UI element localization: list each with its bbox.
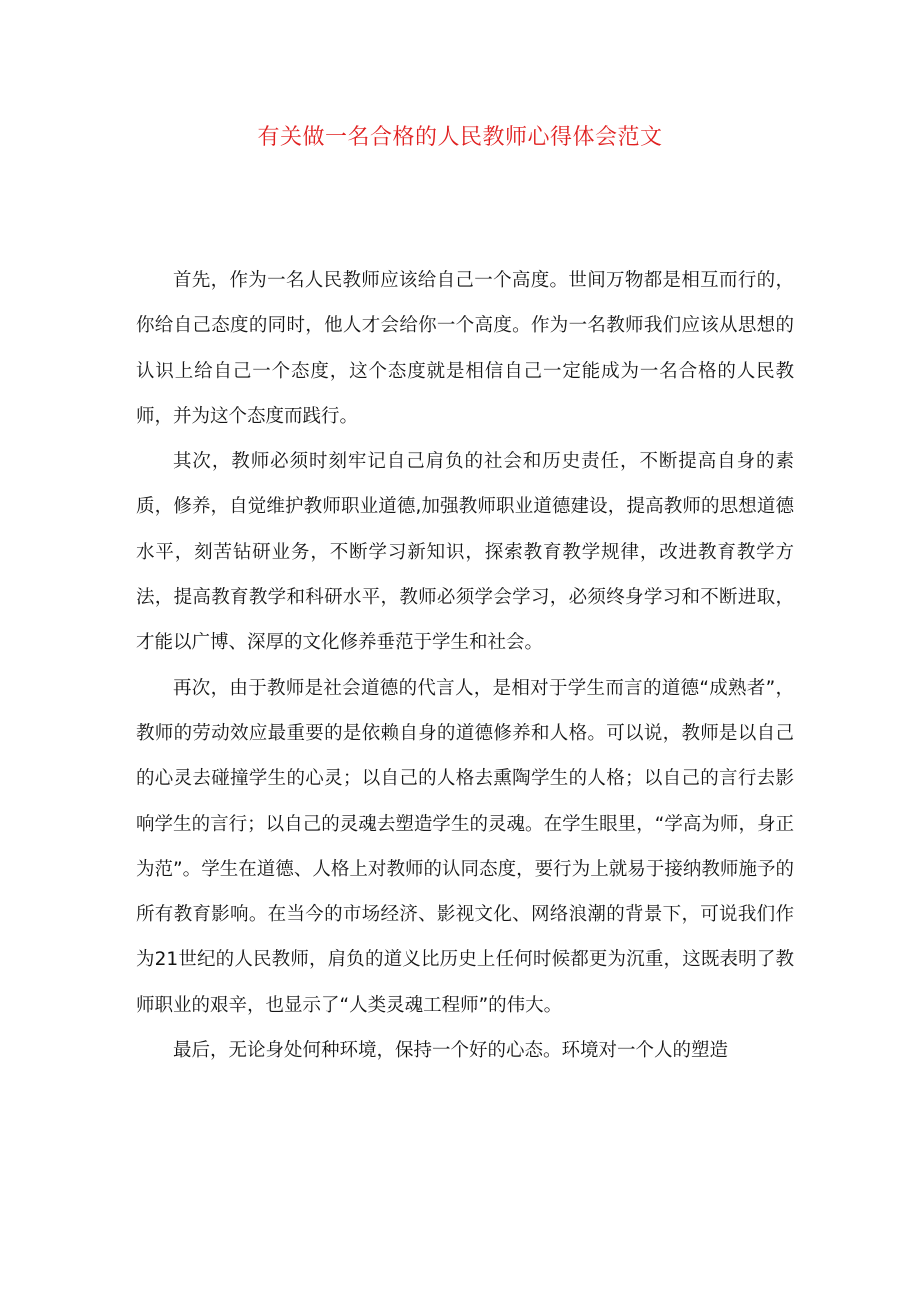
document-title: 有关做一名合格的人民教师心得体会范文: [257, 125, 663, 150]
document-body: [136, 258, 794, 1073]
paragraph-2: 其次，教师必须时刻牢记自己肩负的社会和历史责任，不断提高自身的素质，修养，自觉维护教师职业道德,加强教师职业道德建设，提高教师的思想道德水平，刻苦钻研业务，不断学习新知识，探索教育教学规律，改进教育教学方法，提高教育教学和科研水平，教师必须学会学习，必须终身学习和不断进取，才能以广博、深厚的文化修养垂范于学生和社会。: [136, 451, 794, 654]
paragraph-3: 再次，由于教师是社会道德的代言人，是相对于学生而言的道德“成熟者”，教师的劳动效应最重要的是依赖自身的道德修养和人格。可以说，教师是以自己的心灵去碰撞学生的心灵；以自己的人格去熏陶学生的人格；以自己的言行去影响学生的言行；以自己的灵魂去塑造学生的灵魂。在学生眼里，“学高为师，身正为范”。学生在道德、人格上对教师的认同态度，要行为上就易于接纳教师施予的所有教育影响。在当今的市场经济、影视文化、网络浪潮的背景下，可说我们作为21世纪的人民教师，肩负的道义比历史上任何时候都更为沉重，这既表明了教师职业的艰辛，也显示了“人类灵魂工程师”的伟大。: [136, 677, 794, 1016]
paragraph-1: 首先，作为一名人民教师应该给自己一个高度。世间万物都是相互而行的，你给自己态度的同时，他人才会给你一个高度。作为一名教师我们应该从思想的认识上给自己一个态度，这个态度就是相信自己一定能成为一名合格的人民教师，并为这个态度而践行。: [136, 270, 794, 427]
paragraph-4: 最后，无论身处何种环境，保持一个好的心态。环境对一个人的塑造: [173, 1040, 729, 1062]
